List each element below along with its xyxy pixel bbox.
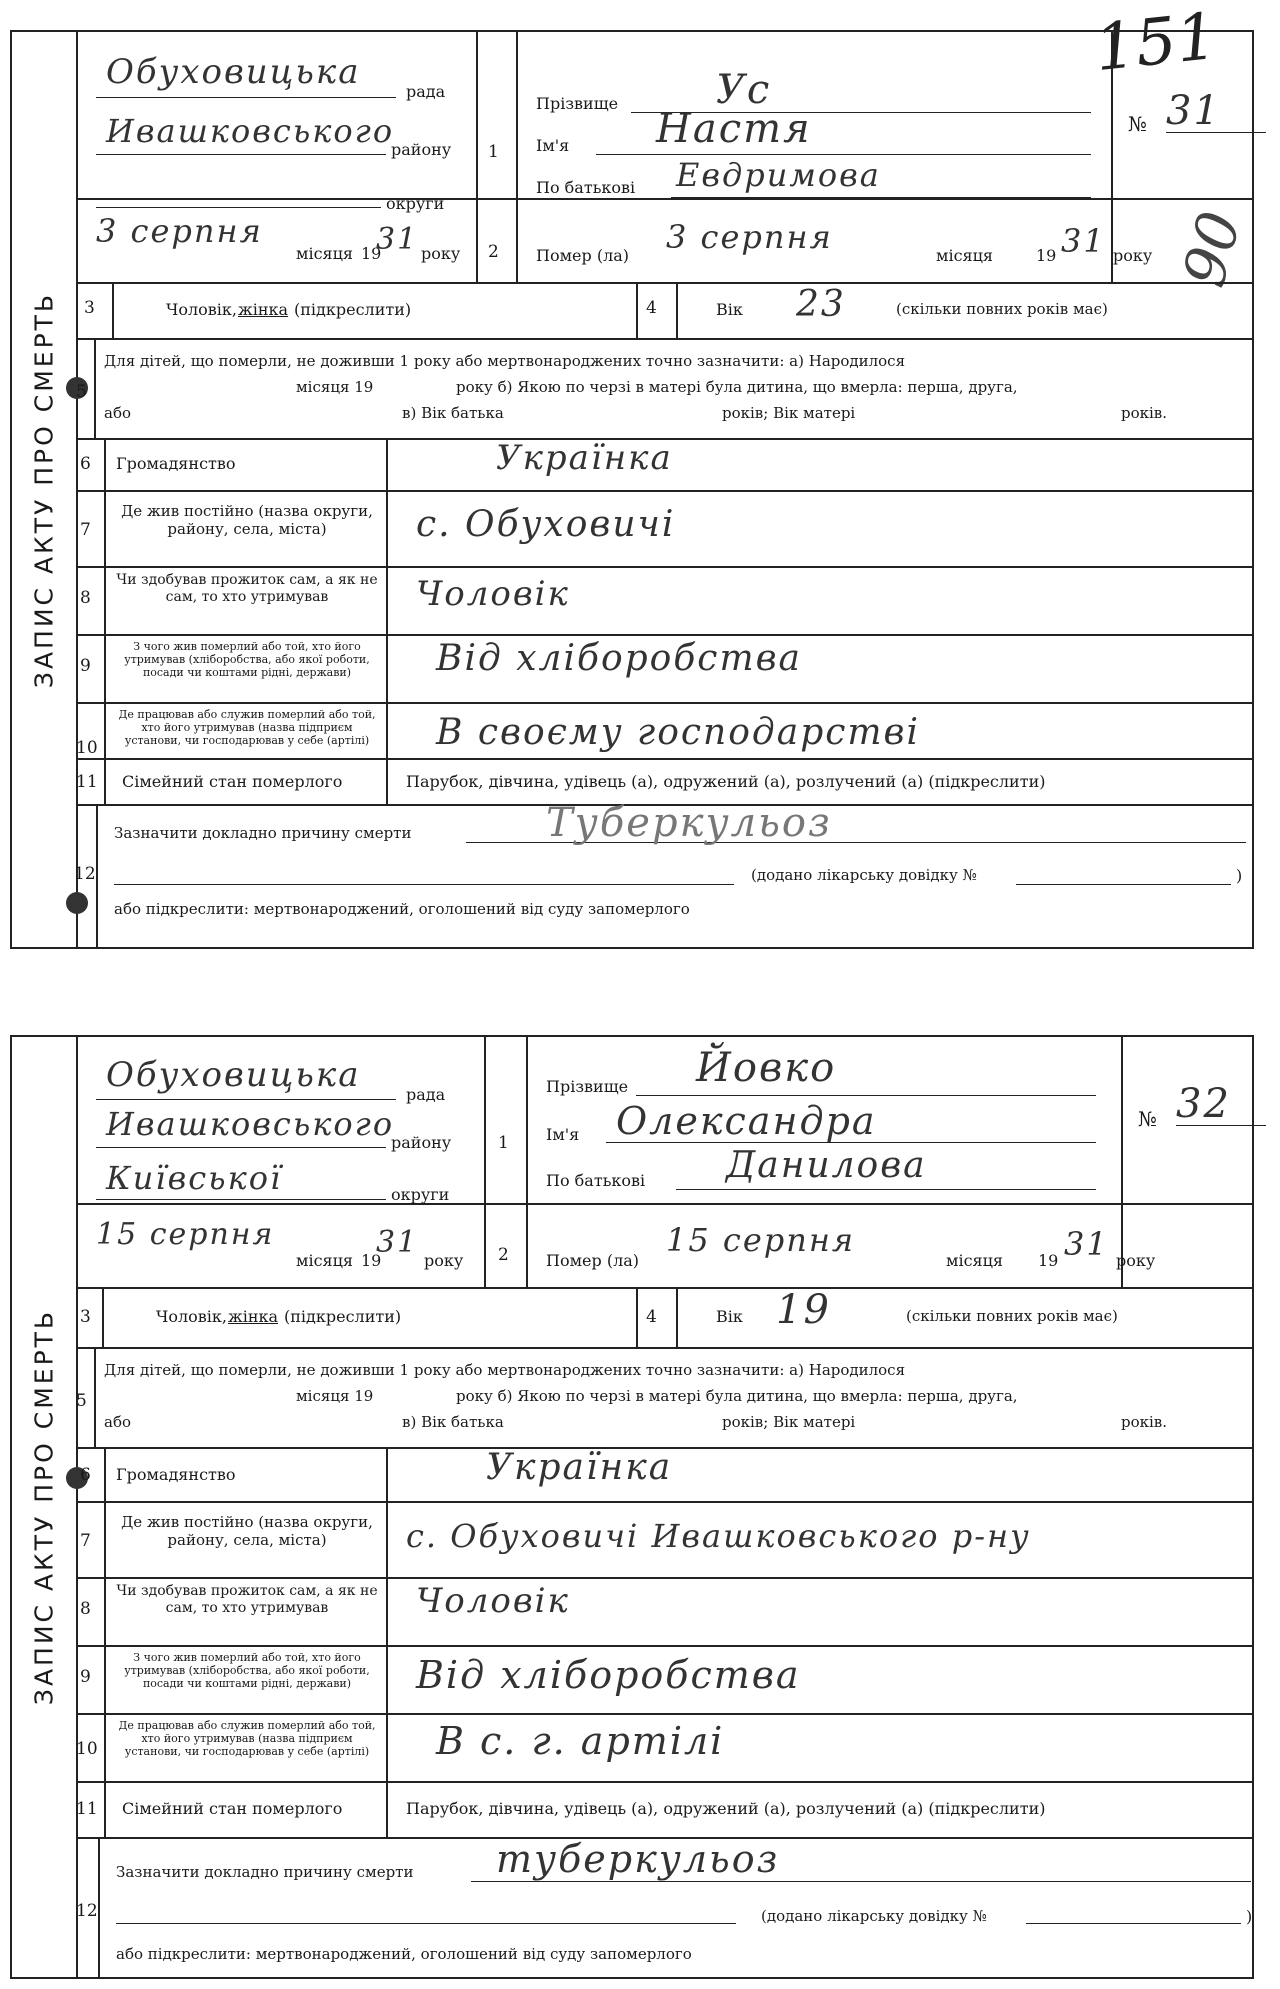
name-value: Олександра bbox=[616, 1099, 877, 1143]
rada-label: рада bbox=[406, 82, 446, 101]
employment-value: В с. г. артілі bbox=[436, 1719, 725, 1763]
age-value: 19 bbox=[776, 1287, 831, 1333]
detail-rows: 6 Громадянство Українка 7 Де жив постійно (назва округи, району, села, міста) с. Обуховичі Ивашковського р-ну 8 Чи здобував прожиток сам, а як не сам, то хто утримував Чоловік 9 З чого жив померлий або той, хто його утримував (хліборобства, або якої роботи, посади чи коштами рідні, держави) Від хліборобства 10 Де працював або служив померлий або той, хто його утримував (назва підприєм установи, чи господарював у себе (артілі) В с. г. артілі bbox=[76, 1447, 1252, 1817]
header-block: Обуховицька рада Ивашковського району Київської округи 1 Прізвище Йовко Ім'я Олександра По батькові Данилова № 32 15 серпня місяця 19 31 року 2 Помер (ла) 15 серпня місяця 19 31 року bbox=[76, 1037, 1252, 1289]
record-form bbox=[76, 1037, 1252, 1977]
surname-value: Ус bbox=[716, 67, 772, 113]
residence-label: Де жив постійно (назва округи, району, села, міста) bbox=[121, 502, 373, 538]
death-record-2 bbox=[10, 1035, 1254, 1979]
row-cause: 12 Зазначити докладно причину смерти Туберкульоз (додано лікарську довідку № ) або підкреслити: мертвонароджений, оголошений від суду запомерлого bbox=[76, 804, 1252, 947]
sex-label: Чоловік, bbox=[166, 300, 238, 319]
patronymic-value: Евдримова bbox=[676, 156, 881, 194]
record-number: 31 bbox=[1166, 88, 1221, 134]
detail-rows: 6 Громадянство Українка 7 Де жив постійно (назва округи, району, села, міста) с. Обуховичі 8 Чи здобував прожиток сам, а як не сам, то хто утримував Чоловік 9 З чого жив померлий або той, хто його утримував (хліборобства, або якої роботи, посади чи коштами рідні, держави) Від хліборобства 10 Де працював або служив померлий або той, хто його утримував (назва підприєм установи, чи господарював у себе (артілі) В своєму господарстві bbox=[76, 438, 1252, 806]
header-block: Обуховицька рада Ивашковського району округи 1 Прізвище Ус Ім'я Настя По батькові Евдримова № 31 3 серпня місяця 19 31 року 2 Помер (ла) 3 серпня місяця 19 31 року bbox=[76, 32, 1252, 284]
row-number: 2 bbox=[488, 242, 499, 262]
death-year: 31 bbox=[1061, 222, 1106, 260]
death-year: 31 bbox=[1064, 1225, 1109, 1263]
livelihood-value: Чоловік bbox=[416, 1581, 570, 1621]
raion-label: району bbox=[391, 140, 452, 159]
registration-date: 15 серпня bbox=[96, 1217, 275, 1252]
row-infant-info: 5 Для дітей, що померли, не доживши 1 року або мертвонароджених точно зазначити: а) Народилося місяця 19 року б) Якою по черзі в матері була дитина, що вмерла: перша, друга, або в) Вік батька років; Вік матері років. bbox=[76, 338, 1252, 440]
row-infant-info: 5 Для дітей, що померли, не доживши 1 року або мертвонароджених точно зазначити: а) Народилося місяця 19 року б) Якою по черзі в матері була дитина, що вмерла: перша, друга, або в) Вік батька років; Вік матері років. bbox=[76, 1347, 1252, 1449]
patronymic-label: По батькові bbox=[536, 178, 636, 197]
cause-label: Зазначити докладно причину смерти bbox=[114, 824, 412, 842]
marital-options: Парубок, дівчина, удівець (а), одружений (а), розлучений (а) (підкреслити) bbox=[406, 772, 1046, 791]
citizenship-label: Громадянство bbox=[116, 454, 236, 473]
livelihood-label: Чи здобував прожиток сам, а як не сам, то хто утримував bbox=[116, 572, 378, 605]
row-cause: 12 Зазначити докладно причину смерти туберкульоз (додано лікарську довідку № ) або підкреслити: мертвонароджений, оголошений від суду запомерлого bbox=[76, 1837, 1252, 1977]
employment-value: В своєму господарстві bbox=[436, 712, 921, 753]
rada-value: Обуховицька bbox=[106, 52, 361, 92]
died-label: Помер (ла) bbox=[536, 246, 630, 265]
cause-value: Туберкульоз bbox=[546, 800, 832, 846]
age-value: 23 bbox=[796, 284, 846, 325]
row-marital: 11 Сімейний стан померлого Парубок, дівчина, удівець (а), одружений (а), розлучений (а) (підкреслити) bbox=[76, 1781, 1252, 1839]
record-side-title: ЗАПИС АКТУ ПРО СМЕРТЬ bbox=[12, 1037, 78, 1977]
record-number-prefix: № bbox=[1128, 112, 1147, 136]
stillborn-option: або підкреслити: мертвонароджений, оголошений від суду запомерлого bbox=[116, 1945, 692, 1963]
row-marital: 11 Сімейний стан померлого Парубок, дівчина, удівець (а), одружений (а), розлучений (а) (підкреслити) bbox=[76, 758, 1252, 804]
row-sex-age: 3 Чоловік, жінка (підкреслити) 4 Вік 23 (скільки повних років має) bbox=[76, 282, 1252, 340]
registration-year: 31 bbox=[376, 222, 419, 257]
income-label: З чого жив померлий або той, хто його утримував (хліборобства, або якої роботи, посади чи коштами рідні, держави) bbox=[124, 640, 370, 679]
age-label: Вік bbox=[716, 300, 743, 319]
raion-value: Ивашковського bbox=[106, 112, 395, 150]
record-form bbox=[76, 32, 1252, 947]
stillborn-option: або підкреслити: мертвонароджений, оголошений від суду запомерлого bbox=[114, 900, 690, 918]
margin-mark: 90 bbox=[1169, 204, 1255, 294]
month-label: місяця bbox=[296, 244, 353, 263]
registration-year: 31 bbox=[376, 1225, 419, 1260]
name-label: Ім'я bbox=[536, 136, 570, 155]
income-value: Від хліборобства bbox=[416, 1653, 801, 1697]
record-number: 32 bbox=[1176, 1081, 1231, 1127]
income-value: Від хліборобства bbox=[436, 638, 803, 679]
record-side-title: ЗАПИС АКТУ ПРО СМЕРТЬ bbox=[12, 32, 78, 947]
okrug-label: округи bbox=[386, 194, 445, 213]
patronymic-value: Данилова bbox=[726, 1145, 927, 1186]
citizenship-value: Українка bbox=[496, 438, 673, 478]
death-record-1 bbox=[10, 30, 1254, 949]
marital-label: Сімейний стан померлого bbox=[122, 772, 343, 791]
death-date: 15 серпня bbox=[666, 1221, 856, 1259]
livelihood-value: Чоловік bbox=[416, 574, 570, 614]
citizenship-value: Українка bbox=[486, 1447, 673, 1488]
surname-label: Прізвище bbox=[536, 94, 619, 113]
okrug-value: Київської bbox=[106, 1159, 283, 1197]
surname-value: Йовко bbox=[696, 1045, 837, 1091]
cause-value: туберкульоз bbox=[496, 1837, 780, 1881]
row-sex-age: 3 Чоловік, жінка (підкреслити) 4 Вік 19 (скільки повних років має) bbox=[76, 1287, 1252, 1349]
employment-label: Де працював або служив померлий або той, хто його утримував (назва підприєм установи, чи господарював у себе (артілі) bbox=[118, 708, 376, 747]
death-date: 3 серпня bbox=[666, 218, 833, 256]
sex-female-option: жінка bbox=[238, 300, 289, 319]
sex-female-option: жінка bbox=[228, 1307, 279, 1326]
raion-value: Ивашковського bbox=[106, 1105, 395, 1143]
page-number: 151 bbox=[1091, 0, 1221, 87]
name-value: Настя bbox=[656, 106, 812, 152]
rada-value: Обуховицька bbox=[106, 1055, 361, 1095]
registration-date: 3 серпня bbox=[96, 212, 263, 250]
residence-value: с. Обуховичі bbox=[416, 504, 676, 545]
row-number: 1 bbox=[488, 142, 499, 162]
marital-options: Парубок, дівчина, удівець (а), одружений (а), розлучений (а) (підкреслити) bbox=[406, 1799, 1046, 1818]
residence-value: с. Обуховичі Ивашковського р-ну bbox=[406, 1517, 1031, 1555]
